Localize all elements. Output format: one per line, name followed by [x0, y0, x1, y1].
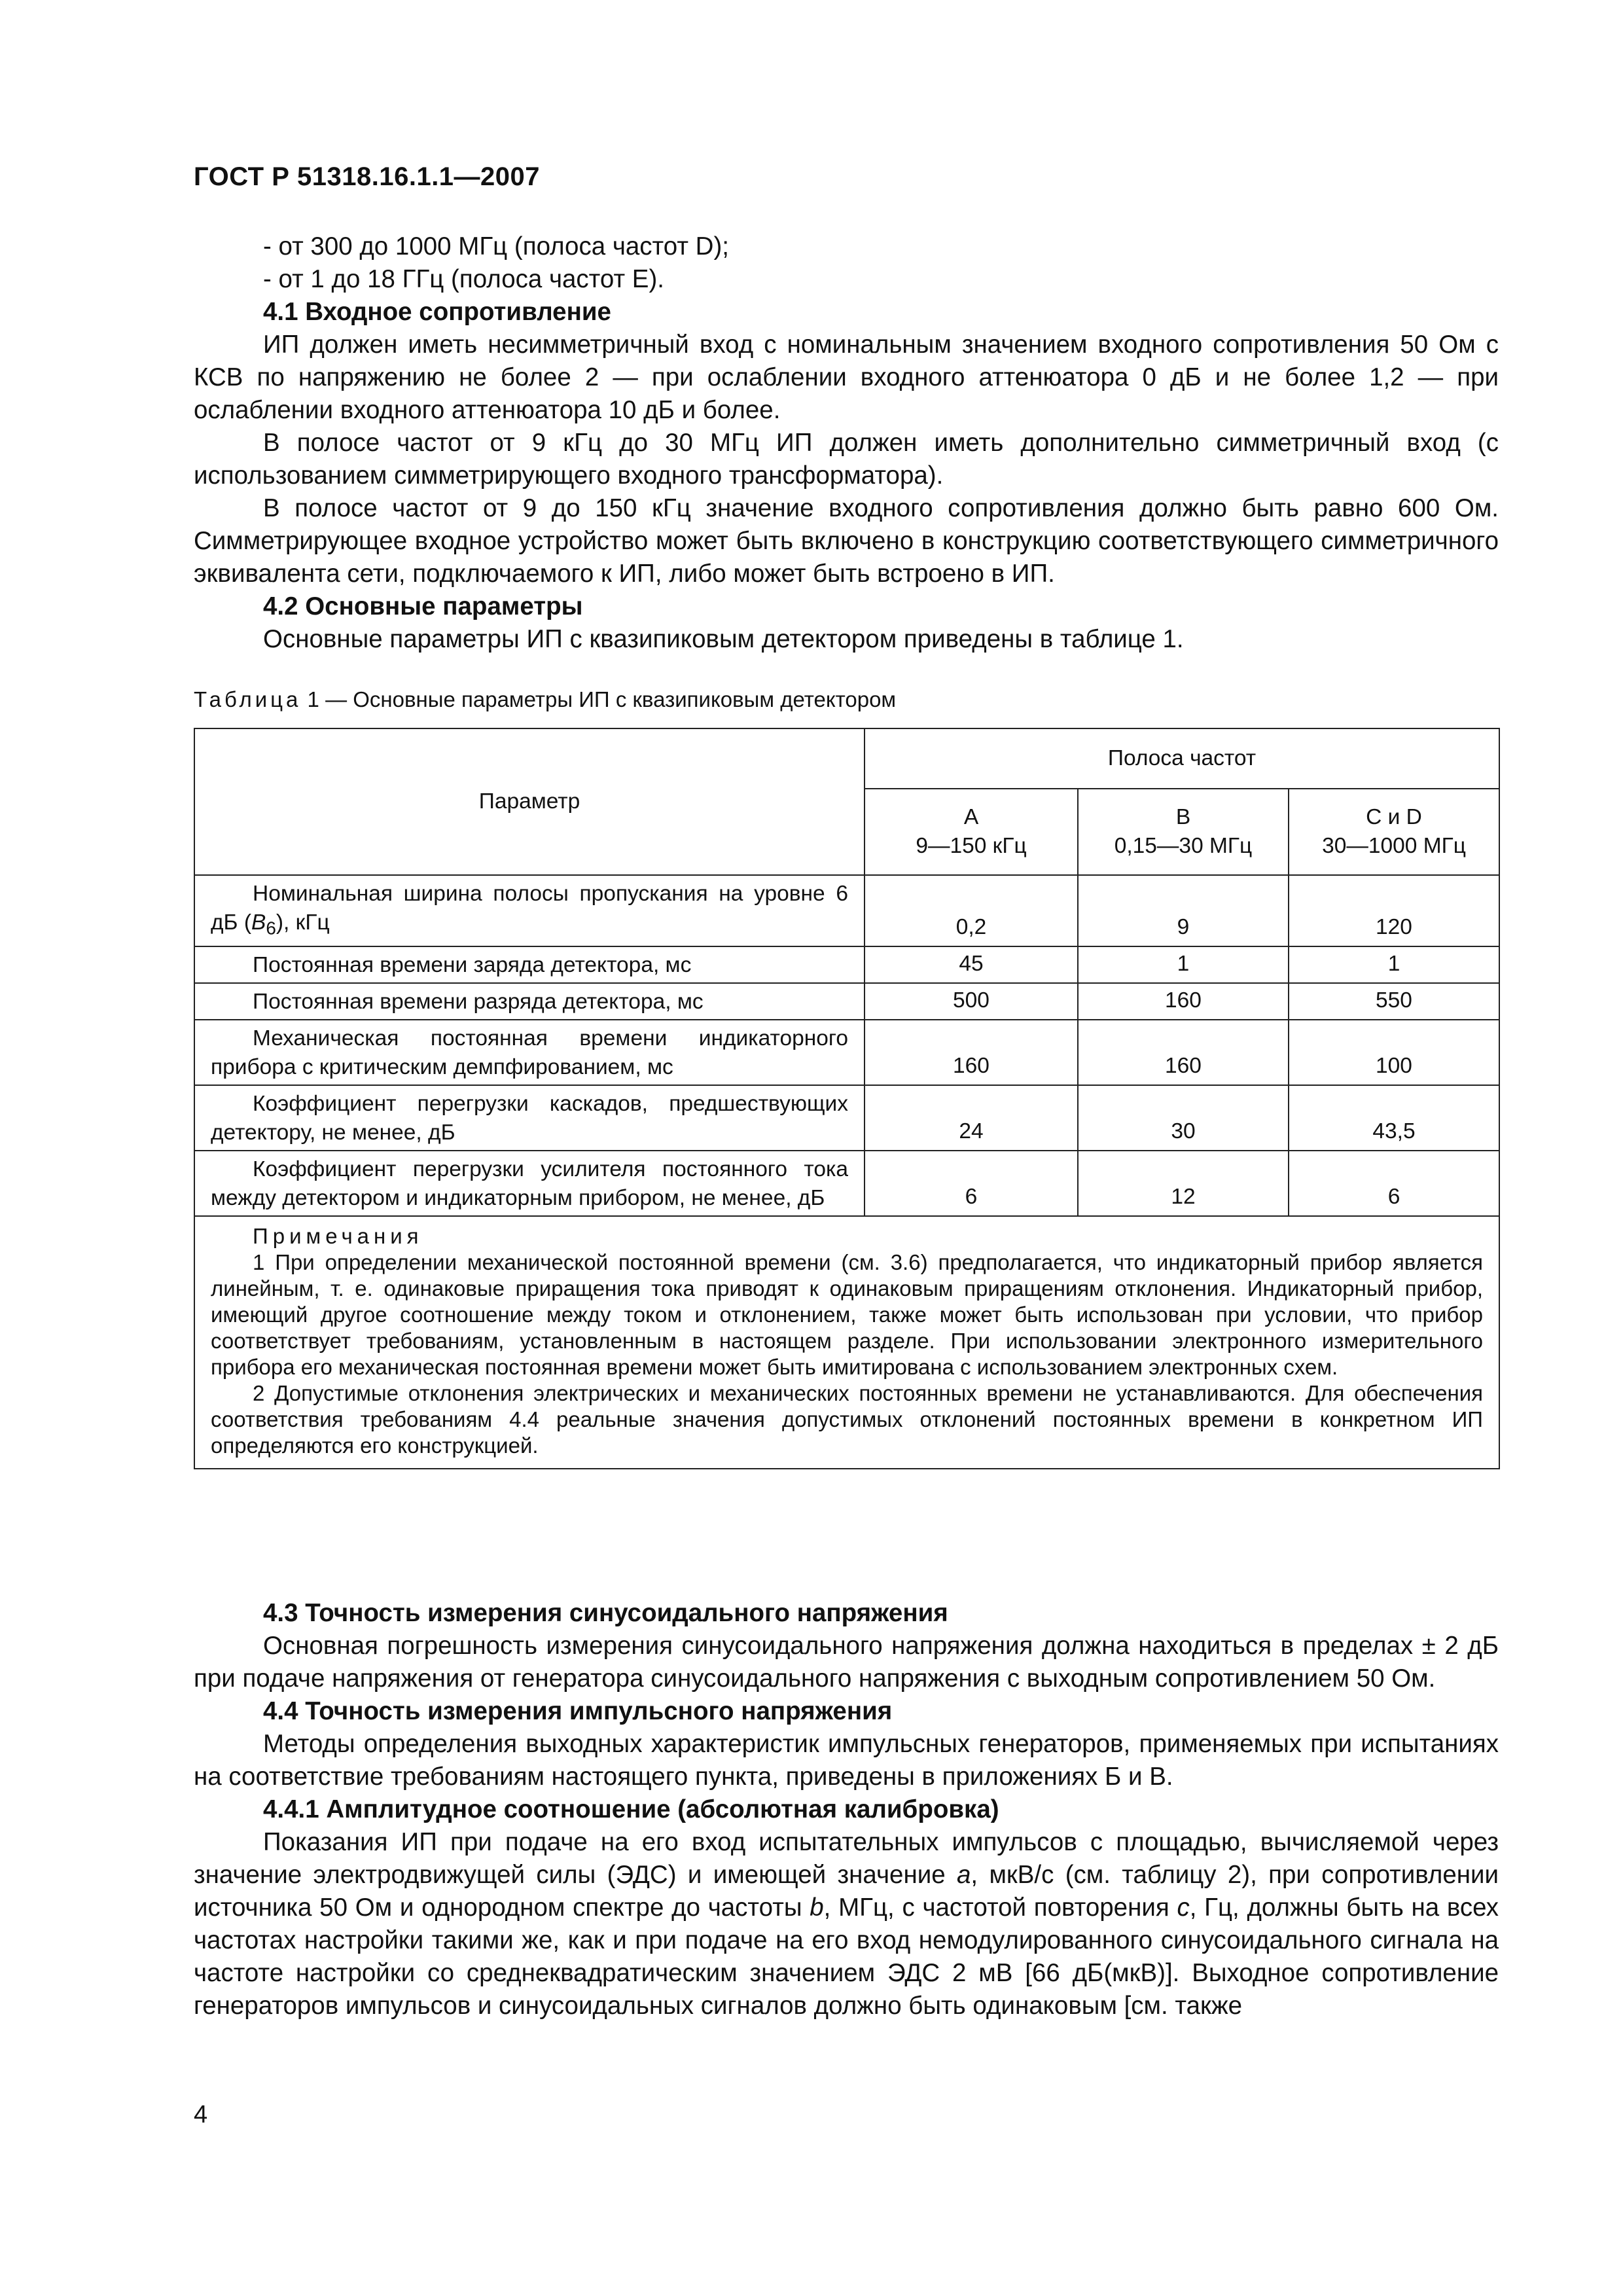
cell-band-a: 160: [865, 1020, 1078, 1085]
paragraph-text: , мкВ/с (см. таблицу 2), при сопротивлении источника 50 Ом и однородном спектре до частоты: [194, 1861, 1499, 1922]
cell-band-cd: 120: [1289, 875, 1499, 946]
paragraph-4-3: Основная погрешность измерения синусоидального напряжения должна находиться в пределах ± 2 дБ при подаче напряжения от генератора синусоидального напряжения с выходным сопротивлением 50 Ом.: [194, 1632, 1499, 1693]
cell-band-b: 9: [1078, 875, 1289, 946]
variable-a: a: [956, 1861, 971, 1889]
table-row: [194, 1085, 1499, 1151]
notes-title: Примечания: [253, 1223, 423, 1248]
list-item-band-e: - от 1 до 18 ГГц (полоса частот E).: [263, 265, 664, 293]
cell-band-b: 12: [1078, 1151, 1289, 1216]
variable-c: c: [1177, 1893, 1190, 1922]
column-header-band-a: [865, 789, 1078, 875]
band-range: 0,15—30 МГц: [1114, 834, 1253, 858]
paragraph-4-4: Методы определения выходных характеристик импульсных генераторов, применяемых при испытаниях на соответствие требованиям настоящего пункта, приведены в приложениях Б и В.: [194, 1730, 1499, 1791]
row-label-text: Коэффициент перегрузки усилителя постоянного тока между детектором и индикаторным прибором, не менее, дБ: [211, 1157, 848, 1210]
cell-band-b: 160: [1078, 1020, 1289, 1085]
heading-4-4-1: 4.4.1 Амплитудное соотношение (абсолютная калибровка): [263, 1795, 999, 1823]
band-name: B: [1175, 805, 1191, 829]
cell-band-cd: 6: [1289, 1151, 1499, 1216]
band-name: C и D: [1366, 805, 1422, 829]
paragraph-4-4-1: [194, 1826, 1499, 2022]
list-item-band-d: - от 300 до 1000 МГц (полоса частот D);: [263, 232, 729, 260]
parameters-table: [194, 728, 1500, 1469]
heading-4-2: 4.2 Основные параметры: [263, 592, 583, 620]
paragraph-4-1-c: В полосе частот от 9 до 150 кГц значение входного сопротивления должно быть равно 600 Ом. Симметрирующее входное устройство может быть включено в конструкцию соответствующего симметричного эквивалента сети, подключаемого к ИП, либо может быть встроено в ИП.: [194, 494, 1499, 588]
cell-band-a: 500: [865, 983, 1078, 1020]
page-number: 4: [194, 2101, 208, 2128]
cell-band-a: 0,2: [865, 875, 1078, 946]
paragraph-4-1-b: В полосе частот от 9 кГц до 30 МГц ИП должен иметь дополнительно симметричный вход (с использованием симметрирующего входного трансформатора).: [194, 429, 1499, 490]
table-row: [194, 875, 1499, 946]
intro-section: [194, 230, 1499, 656]
cell-band-b: 160: [1078, 983, 1289, 1020]
accuracy-section: [194, 1597, 1499, 2022]
paragraph-text: , Гц, должны быть на всех частотах настройки такими же, как и при подаче на его вход немодулированного синусоидального сигнала на частоте настройки со среднеквадратическим значением ЭДС 2 мВ [66 дБ(мкВ)]. Выходное сопротивление генераторов импульсов и синусоидальных сигналов должно быть одинаковым [см. также: [194, 1893, 1499, 2020]
paragraph-4-1-a: ИП должен иметь несимметричный вход с номинальным значением входного сопротивления 50 Ом с КСВ по напряжению не более 2 — при ослаблении входного аттенюатора 0 дБ и не более 1,2 — при ослаблении входного аттенюатора 10 дБ и более.: [194, 331, 1499, 424]
table-notes-row: [194, 1216, 1499, 1469]
band-range: 9—150 кГц: [916, 834, 1027, 858]
heading-4-4: 4.4 Точность измерения импульсного напряжения: [263, 1697, 893, 1725]
band-range: 30—1000 МГц: [1322, 834, 1466, 858]
cell-band-cd: 550: [1289, 983, 1499, 1020]
note-2: 2 Допустимые отклонения электрических и механических постоянных времени не устанавливаются. Для обеспечения соответствия требованиям 4.4 реальные значения допустимых отклонений постоянных времени в конкретном ИП определяются его конструкцией.: [211, 1380, 1484, 1458]
row-label: [194, 983, 865, 1020]
row-label-text: Механическая постоянная времени индикаторного прибора с критическим демпфированием, мс: [211, 1026, 848, 1079]
row-label-subscript: 6: [266, 918, 276, 939]
table-row: [194, 1151, 1499, 1216]
table-row: [194, 983, 1499, 1020]
cell-band-b: 1: [1078, 946, 1289, 983]
row-label: [194, 1151, 865, 1216]
row-label-text: ), кГц: [276, 910, 330, 935]
variable-b: b: [810, 1893, 824, 1922]
document-header: ГОСТ Р 51318.16.1.1—2007: [194, 162, 541, 191]
table-notes: [194, 1216, 1499, 1469]
paragraph-text: Показания ИП при подаче на его вход испытательных импульсов с площадью, вычисляемой через значение электродвижущей силы (ЭДС) и имеющей значение: [194, 1828, 1499, 1889]
table-row: [194, 1020, 1499, 1085]
column-header-band-cd: [1289, 789, 1499, 875]
cell-band-cd: 100: [1289, 1020, 1499, 1085]
row-label-text: Постоянная времени заряда детектора, мс: [253, 952, 692, 977]
cell-band-a: 6: [865, 1151, 1078, 1216]
column-header-band-b: [1078, 789, 1289, 875]
note-1: 1 При определении механической постоянной времени (см. 3.6) предполагается, что индикаторный прибор является линейным, т. е. одинаковые приращения тока приводят к одинаковым приращениям отклонения. Индикаторный прибор, имеющий другое соотношение между током и отклонением, также может быть использован при условии, что прибор соответствует требованиям, установленным в настоящем разделе. При использовании электронного измерительного прибора его механическая постоянная времени может быть имитирована с использованием электронных схем.: [211, 1249, 1484, 1379]
row-label: [194, 1020, 865, 1085]
row-label: [194, 1085, 865, 1151]
row-label-text: Постоянная времени разряда детектора, мс: [253, 989, 704, 1014]
heading-4-1: 4.1 Входное сопротивление: [263, 298, 611, 326]
heading-4-3: 4.3 Точность измерения синусоидального напряжения: [263, 1599, 948, 1627]
cell-band-a: 45: [865, 946, 1078, 983]
row-label-text: Номинальная ширина полосы пропускания на уровне 6 дБ (: [211, 882, 848, 935]
cell-band-a: 24: [865, 1085, 1078, 1151]
table-caption-word: Таблица: [194, 687, 302, 711]
paragraph-text: , МГц, с частотой повторения: [823, 1893, 1177, 1922]
cell-band-cd: 1: [1289, 946, 1499, 983]
table-caption-text: 1 — Основные параметры ИП с квазипиковым детектором: [301, 687, 897, 711]
cell-band-cd: 43,5: [1289, 1085, 1499, 1151]
row-label: [194, 946, 865, 983]
band-name: A: [963, 805, 979, 829]
row-label: [194, 875, 865, 946]
table-caption: [194, 687, 896, 712]
column-header-parameter: Параметр: [194, 728, 865, 875]
cell-band-b: 30: [1078, 1085, 1289, 1151]
column-header-frequency-band: Полоса частот: [865, 728, 1499, 789]
row-label-variable: B: [251, 910, 266, 935]
row-label-text: Коэффициент перегрузки каскадов, предшествующих детектору, не менее, дБ: [211, 1091, 848, 1145]
paragraph-4-2: Основные параметры ИП с квазипиковым детектором приведены в таблице 1.: [263, 625, 1184, 653]
table-row: [194, 946, 1499, 983]
